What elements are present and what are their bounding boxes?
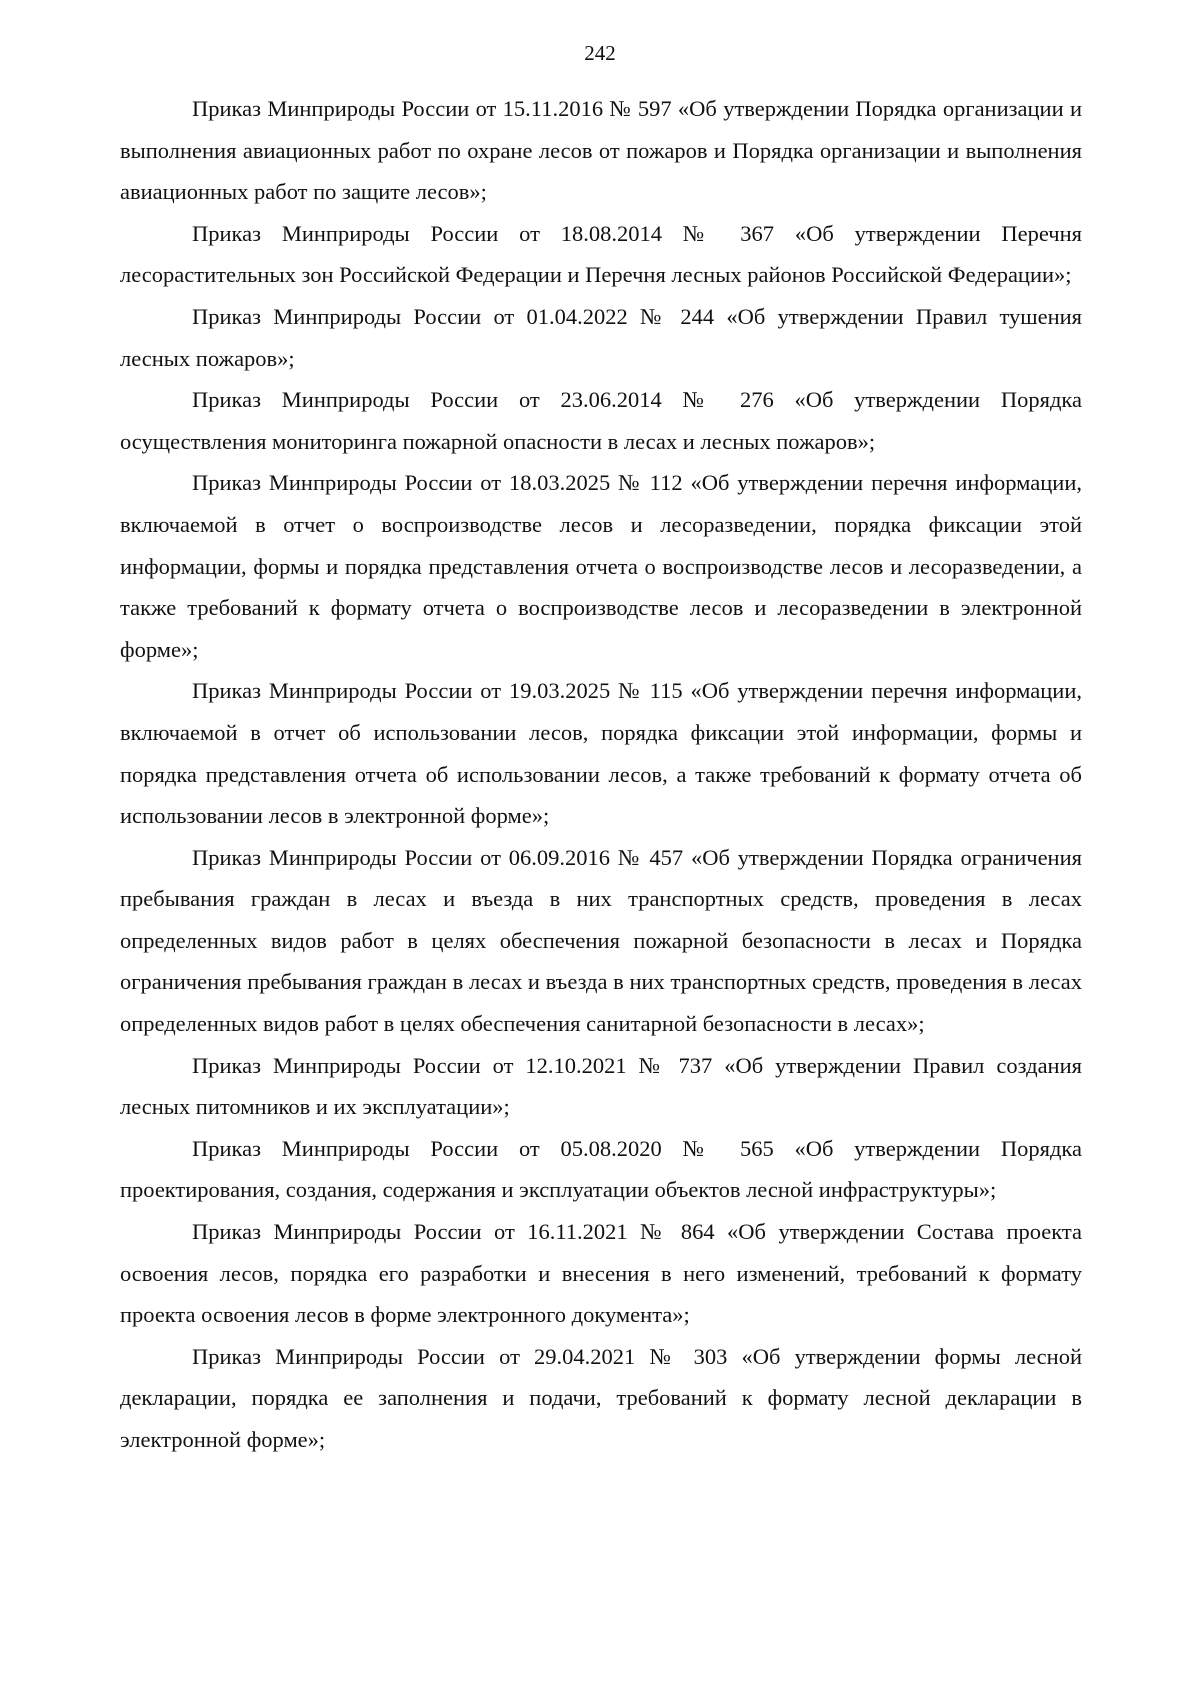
order-paragraph: Приказ Минприроды России от 19.03.2025 № 115 «Об утверждении перечня информации, включаемой в отчет об использовании лесов, порядка фиксации этой информации, формы и порядка представления отчета об использовании лесов, а также требований к формату отчета об использовании лесов в электронной форме»; <box>120 678 1082 829</box>
page-number: 242 <box>584 41 616 65</box>
order-paragraph: Приказ Минприроды России от 23.06.2014 № 276 «Об утверждении Порядка осуществления мониторинга пожарной опасности в лесах и лесных пожаров»; <box>120 387 1082 454</box>
order-paragraph: Приказ Минприроды России от 29.04.2021 № 303 «Об утверждении формы лесной декларации, порядка ее заполнения и подачи, требований к формату лесной декларации в электронной форме»; <box>120 1343 1082 1452</box>
document-body <box>120 88 1082 1461</box>
order-paragraph: Приказ Минприроды России от 15.11.2016 № 597 «Об утверждении Порядка организации и выполнения авиационных работ по охране лесов от пожаров и Порядка организации и выполнения авиационных работ по защите лесов»; <box>120 96 1082 205</box>
order-paragraph: Приказ Минприроды России от 16.11.2021 № 864 «Об утверждении Состава проекта освоения лесов, порядка его разработки и внесения в него изменений, требований к формату проекта освоения лесов в форме электронного документа»; <box>120 1219 1082 1328</box>
order-paragraph: Приказ Минприроды России от 18.03.2025 № 112 «Об утверждении перечня информации, включаемой в отчет о воспроизводстве лесов и лесоразведении, порядка фиксации этой информации, формы и порядка представления отчета о воспроизводстве лесов и лесоразведении, а также требований к формату отчета о воспроизводстве лесов и лесоразведении в электронной форме»; <box>120 470 1082 662</box>
order-paragraph: Приказ Минприроды России от 01.04.2022 № 244 «Об утверждении Правил тушения лесных пожаров»; <box>120 303 1082 371</box>
order-paragraph: Приказ Минприроды России от 05.08.2020 № 565 «Об утверждении Порядка проектирования, создания, содержания и эксплуатации объектов лесной инфраструктуры»; <box>120 1135 1082 1203</box>
order-paragraph: Приказ Минприроды России от 12.10.2021 № 737 «Об утверждении Правил создания лесных питомников и их эксплуатации»; <box>120 1052 1082 1120</box>
order-paragraph: Приказ Минприроды России от 18.08.2014 № 367 «Об утверждении Перечня лесорастительных зон Российской Федерации и Перечня лесных районов Российской Федерации»; <box>120 220 1082 288</box>
order-paragraph: Приказ Минприроды России от 06.09.2016 № 457 «Об утверждении Порядка ограничения пребывания граждан в лесах и въезда в них транспортных средств, проведения в лесах определенных видов работ в целях обеспечения пожарной безопасности в лесах и Порядка ограничения пребывания граждан в лесах и въезда в них транспортных средств, проведения в лесах определенных видов работ в целях обеспечения санитарной безопасности в лесах»; <box>120 844 1082 1037</box>
